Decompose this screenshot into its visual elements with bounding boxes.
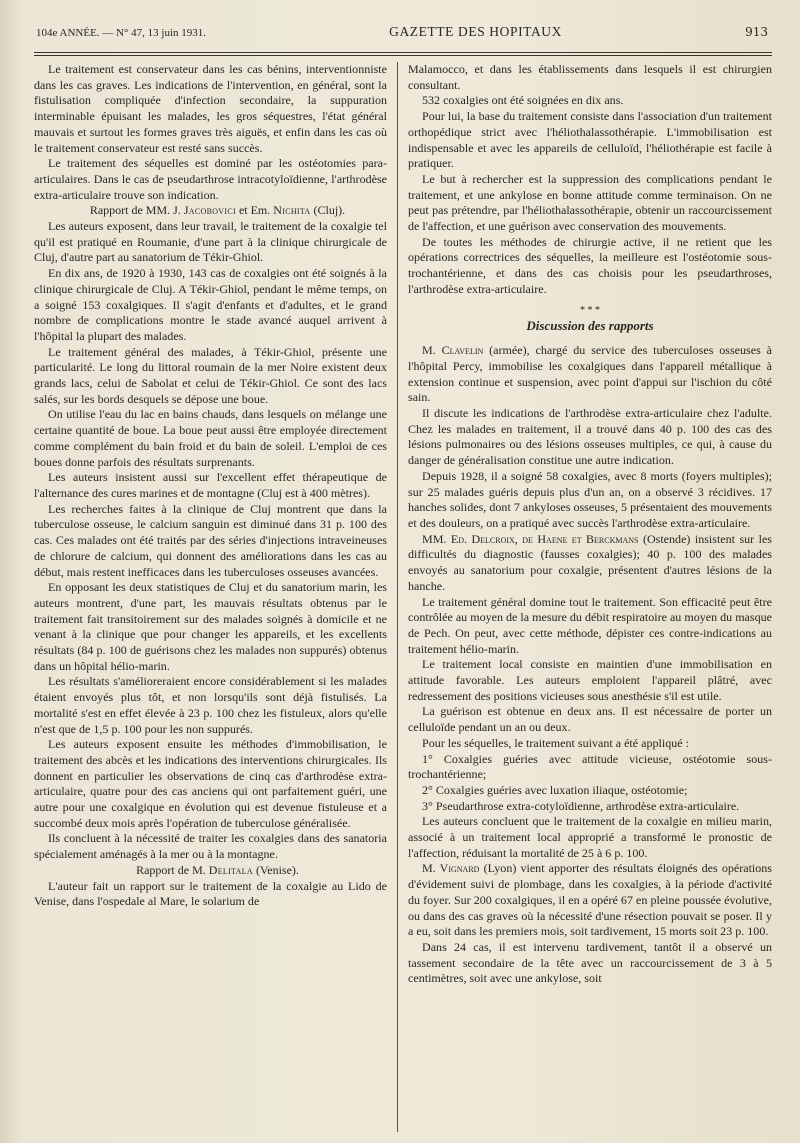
paragraph: Les recherches faites à la clinique de Cluj montrent que dans la tuberculose osseuse, le calcium sanguin est diminué dans 31 p. 100 des cas. Ces malades ont été traités par des séries d'injections intraveineuses de chlorure de calcium, qui donnent des améliorations dans les cas au début, mais restent inefficaces dans les tuberculoses osseuses avancées. — [34, 501, 387, 579]
header-rule — [34, 52, 772, 53]
paragraph: Le traitement des séquelles est dominé par les ostéotomies para-articulaires. Dans le cas de pseudarthrose intracotyloïdienne, l'arthrodèse extra-articulaire trouve son indication. — [34, 156, 387, 202]
section-heading: Rapport de M. Delitala (Venise). — [136, 862, 299, 877]
speaker-name: M. Clavelin — [422, 343, 484, 358]
paragraph: Le traitement local consiste en maintien d'une immobilisation en attitude favorable. Les auteurs emploient l'appareil plâtré, avec redressement des positions vicieuses sous anesthésie s'il est utile. — [408, 657, 772, 703]
section-heading: Rapport de MM. J. Jacobovici et Em. Nichita (Cluj). — [89, 203, 346, 218]
paragraph: Ils concluent à la nécessité de traiter les coxalgies dans des sanatoria spécialement aménagés à la mer ou à la montagne. — [34, 831, 387, 862]
running-header — [34, 24, 772, 50]
paragraph: Pour les séquelles, le traitement suivant a été appliqué : — [422, 735, 689, 750]
text-columns — [34, 62, 772, 1132]
paragraph: L'auteur fait un rapport sur le traitement de la coxalgie au Lido de Venise, dans l'ospedale al Mare, le solarium de — [34, 878, 387, 909]
paragraph: M. Clavelin (armée), chargé du service des tuberculoses osseuses à l'hôpital Percy, immobilise les coxalgiques dans l'appareil métallique à extension continue et suspension, avec point d'appui sur l'ischion du côté sain. — [408, 343, 772, 405]
paragraph: M. Vignard (Lyon) vient apporter des résultats éloignés des opérations d'évidement suivi de plombage, dans les coxalgies, à la période d'activité du foyer. Sur 200 coxalgiques, il en a opéré 67 en pleine poussée évolutive, ou dans des cas graves où la nécessité d'une résection pouvait se poser. Il y a eu, soit dans les premiers mois, soit tardivement, 15 morts soit 23 p. 100. — [408, 861, 772, 939]
paragraph: MM. Ed. Delcroix, de Haene et Berckmans (Ostende) insistent sur les difficultés du diagnostic (fausses coxalgies); 40 p. 100 des malades envoyés au sanatorium pour coxalgie, présentent d'autres lésions de la hanche. — [408, 531, 772, 593]
paragraph: Le traitement général des malades, à Tékir-Ghiol, présente une particularité. Le long du littoral roumain de la mer Noire existent deux grands lacs, celui de Sabolat et celui de Tékir-Ghiol. Ce sont des lacs salés, sur les bords desquels se dépose une boue. — [34, 344, 387, 406]
paragraph: Depuis 1928, il a soigné 58 coxalgies, avec 8 morts (foyers multiples); sur 25 malades guéris depuis plus d'un an, on a observé 3 récidives. 17 hanches solides, dont 7 ankyloses osseuses, 5 présentaient des mouvements et des douleurs, on a pratiqué avec succès l'arthrodèse extra-articulaire. — [408, 468, 772, 530]
author-name: Nichita — [273, 203, 311, 218]
section-separator: * * * — [580, 304, 600, 316]
list-item: 1° Coxalgies guéries avec attitude vicieuse, ostéotomie sous-trochantérienne; — [408, 751, 772, 782]
paragraph: Le traitement est conservateur dans les cas bénins, interventionniste dans les cas graves. Les indications de l'intervention, en général, sont la fistulisation compliquée d'infection secondaire, la suppuration interminable épuisant les malades, les gros séquestres, l'état général mauvais et surtout les formes graves très aiguës, et enfin dans les cas où le traitement conservateur est resté sans succès. — [34, 62, 387, 155]
paragraph: Les auteurs insistent aussi sur l'excellent effet thérapeutique de l'alternance des cures marines et de montagne (Cluj est à 400 mètres). — [34, 470, 387, 500]
journal-title: GAZETTE DES HOPITAUX — [389, 24, 562, 39]
paragraph: Les auteurs exposent, dans leur travail, le traitement de la coxalgie tel qu'il est pratiqué en Roumanie, d'une part à la clinique chirurgicale de Cluj, d'autre part au sanatorium de Tékir-Ghiol. — [34, 219, 387, 265]
list-item: 2° Coxalgies guéries avec luxation iliaque, ostéotomie; — [422, 782, 688, 797]
paragraph: Le traitement général domine tout le traitement. Son efficacité peut être contrôlée au moyen de la mesure du débit respiratoire au moyen du masque de Pech. On peut, avec cette méthode, dépister ces contre-indications au traitement hélio-marin. — [408, 594, 772, 656]
paragraph: Les auteurs exposent ensuite les méthodes d'immobilisation, le traitement des abcès et les indications des interventions chirurgicales. Ils donnent en particulier les observations de cinq cas d'arthrodèse extra-articulaire, quatre pour des cas anciens qui ont parfaitement guéri, une autre pour une coxalgique en évolution qui est devenue fistuleuse et a succombé deux mois après l'opération de tuberculose généralisée. — [34, 737, 387, 830]
author-name: Delitala — [208, 862, 253, 877]
paragraph: Pour lui, la base du traitement consiste dans l'association d'un traitement orthopédique strict avec l'héliothalassothérapie. L'immobilisation est indispensable et avec les appareils de celluloïd, l'héliothérapie est facile à pratiquer. — [408, 109, 772, 171]
issue-info: 104e ANNÉE. — N° 47, 13 juin 1931. — [36, 27, 207, 39]
list-item: 3° Pseudarthrose extra-cotyloïdienne, arthrodèse extra-articulaire. — [422, 798, 740, 813]
paragraph: De toutes les méthodes de chirurgie active, il ne retient que les opérations correctrices des séquelles, la meilleure est l'ostéotomie sous-trochantérienne, et dans des cas choisis pour les pseudarthroses, l'arthrodèse extra-articulaire. — [408, 234, 772, 296]
speaker-name: M. Vignard — [422, 861, 480, 876]
paragraph: Dans 24 cas, il est intervenu tardivement, tantôt il a observé un tassement secondaire de la tête avec un raccourcissement de 3 à 5 centimètres, soit avec une ankylose, soit — [408, 939, 772, 986]
paragraph: Il discute les indications de l'arthrodèse extra-articulaire chez l'adulte. Chez les malades en traitement, il a trouvé dans 40 p. 100 des cas des lésions pulmonaires ou des lésions osseuses multiples, ce qui, à cause du danger de généralisation constitue une autre indication. — [408, 406, 772, 468]
header-rule-thin — [34, 55, 772, 56]
paragraph: Malamocco, et dans les établissements dans lesquels il est chirurgien consultant. — [408, 62, 772, 92]
author-name: Jacobovici — [183, 203, 236, 218]
right-column — [397, 62, 772, 1132]
paragraph: On utilise l'eau du lac en bains chauds, dans lesquels on mélange une certaine quantité de boue. La boue peut aussi être employée directement comme complément du bain froid et du bain de soleil. L'emploi de ces boues donne parfois des résultats surprenants. — [34, 407, 387, 469]
speaker-name: MM. Ed. Delcroix, de Haene et Berckmans — [422, 531, 639, 546]
paragraph: Les résultats s'amélioreraient encore considérablement si les malades étaient envoyés plus tôt, et non lorsqu'ils sont déjà fistulisés. La mortalité s'est en effet élevée à 23 p. 100 chez les fistuleux, alors qu'elle n'est que de 1,5 p. 100 pour les non suppurés. — [34, 674, 387, 736]
paragraph: La guérison est obtenue en deux ans. Il est nécessaire de porter un celluloïde pendant un an ou deux. — [408, 704, 772, 735]
page-number: 913 — [745, 25, 768, 39]
paragraph: En opposant les deux statistiques de Cluj et du sanatorium marin, les auteurs montrent, d'une part, les mauvais résultats obtenus par le traitement fait transitoirement sur des malades soignés à domicile et ne venant à la clinique que pour changer les appareils, et les excellents résultats (84 p. 100 de guérisons chez les malades non suppurés) obtenus dans un hôpital hélio-marin. — [34, 580, 387, 673]
discussion-heading: Discussion des rapports — [526, 317, 654, 333]
paragraph: Le but à rechercher est la suppression des complications pendant le traitement, et une ankylose en bonne attitude comme terminaison. On ne peut pas prétendre, par l'héliothalassothérapie, obtenir un raccourcissement de l'affection, et une guérison avec conservation des mouvements. — [408, 171, 772, 234]
left-column — [34, 62, 397, 1132]
paragraph: 532 coxalgies ont été soignées en dix ans. — [422, 93, 624, 108]
paragraph: Les auteurs concluent que le traitement de la coxalgie en milieu marin, associé à un traitement local approprié a transformé le pronostic de l'affection, réduisant la mortalité de 25 à 6 p. 100. — [408, 814, 772, 860]
paragraph: En dix ans, de 1920 à 1930, 143 cas de coxalgies ont été soignés à la clinique chirurgicale de Cluj. A Tékir-Ghiol, pendant le même temps, on a soigné 153 coxalgiques. Il s'agit d'enfants et d'adultes, et le grand nombre de complications montre le stade avancé auquel arrivent à l'hôpital la plupart des malades. — [34, 266, 387, 343]
